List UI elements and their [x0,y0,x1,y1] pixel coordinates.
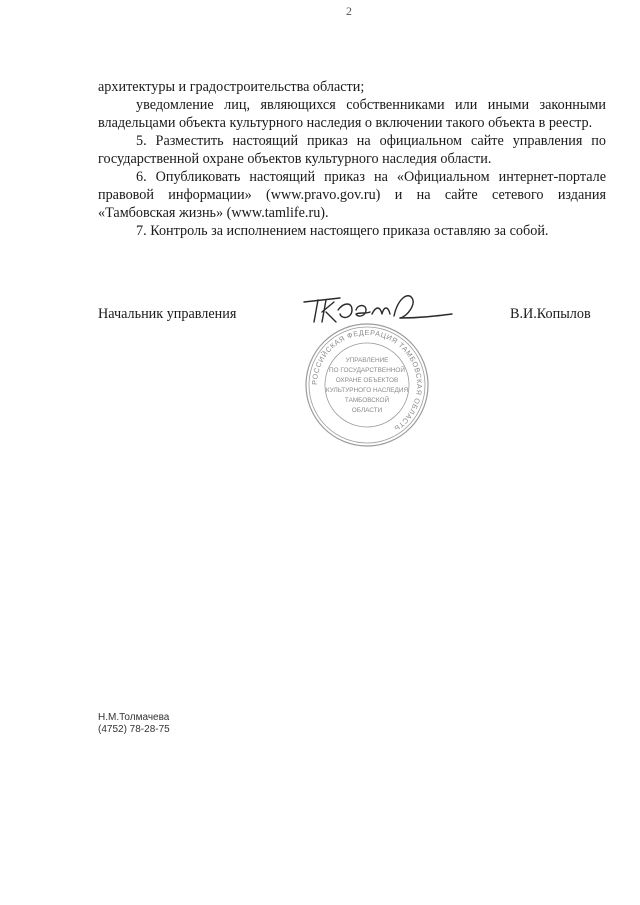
svg-text:УПРАВЛЕНИЕ: УПРАВЛЕНИЕ [345,357,389,364]
paragraph: уведомление лиц, являющихся собственниками или иными законными владельцами объекта культурного наследия о включении такого объекта в реестр. [98,97,606,131]
signatory-title: Начальник управления [98,306,237,322]
svg-text:ТАМБОВСКОЙ: ТАМБОВСКОЙ [344,397,390,404]
document-body [98,78,606,240]
svg-text:РОССИЙСКАЯ ФЕДЕРАЦИЯ ТАМБОВСКА: РОССИЙСКАЯ ФЕДЕРАЦИЯ ТАМБОВСКАЯ ОБЛАСТЬ [309,327,425,434]
svg-text:ОХРАНЕ ОБЪЕКТОВ: ОХРАНЕ ОБЪЕКТОВ [335,377,399,384]
svg-text:ПО ГОСУДАРСТВЕННОЙ: ПО ГОСУДАРСТВЕННОЙ [329,367,405,374]
official-seal [304,322,430,448]
svg-text:КУЛЬТУРНОГО НАСЛЕДИЯ: КУЛЬТУРНОГО НАСЛЕДИЯ [325,387,409,394]
executor-phone: (4752) 78-28-75 [98,724,170,735]
paragraph: 5. Разместить настоящий приказ на официальном сайте управления по государственной охране объектов культурного наследия области. [98,133,606,167]
page-number: 2 [346,4,352,18]
paragraph: 7. Контроль за исполнением настоящего приказа оставляю за собой. [136,223,549,239]
svg-text:ОБЛАСТИ: ОБЛАСТИ [351,407,383,414]
executor-name: Н.М.Толмачева [98,712,170,723]
executor-info [98,712,170,736]
paragraph: архитектуры и градостроительства области; [98,79,365,95]
paragraph: 6. Опубликовать настоящий приказ на «Официальном интернет-портале правовой информации» (www.pravo.gov.ru) и на сайте сетевого издания «Тамбовская жизнь» (www.tamlife.ru). [98,169,606,221]
signatory-name: В.И.Копылов [510,306,591,322]
